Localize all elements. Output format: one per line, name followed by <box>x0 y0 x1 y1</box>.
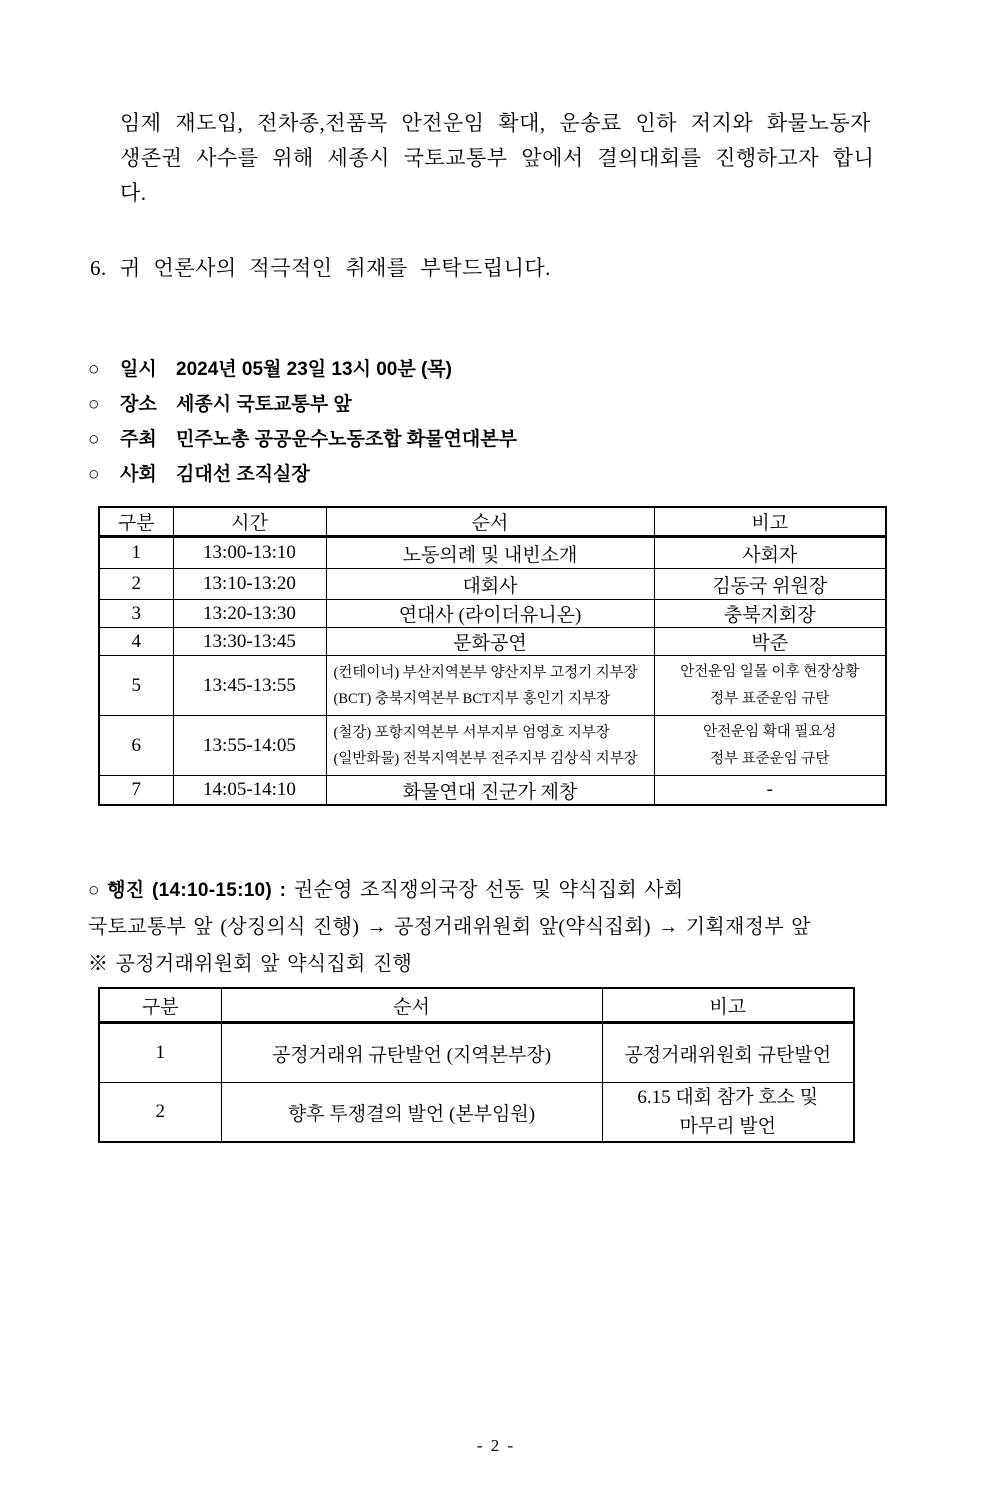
header-cell-note: 비고 <box>602 988 854 1023</box>
cell-no: 2 <box>99 1083 221 1143</box>
header-cell-category: 구분 <box>99 507 173 537</box>
cell-order: 연대사 (라이더유니온) <box>326 600 654 628</box>
cell-time: 13:10-13:20 <box>173 569 326 600</box>
cell-order <box>326 656 654 716</box>
cell-time: 13:00-13:10 <box>173 537 326 569</box>
table-row <box>99 776 886 806</box>
header-cell-order: 순서 <box>326 507 654 537</box>
circle-bullet-icon: ○ <box>88 359 100 380</box>
cell-order-line: (컨테이너) 부산지역본부 양산지부 고정기 지부장 <box>333 664 638 681</box>
program-table <box>98 506 887 806</box>
paragraph-line: 임제 재도입, 전차종,전품목 안전운임 확대, 운송료 인하 저지와 화물노동자 <box>120 111 871 135</box>
item-6-text: 귀 언론사의 적극적인 취재를 부탁드립니다. <box>120 256 551 280</box>
info-item-host <box>88 422 992 457</box>
cell-no: 5 <box>99 656 173 716</box>
info-value: 2024년 05월 23일 13시 00분 (목) <box>176 359 452 380</box>
cell-order: 문화공연 <box>326 628 654 656</box>
table-header-row <box>99 988 854 1023</box>
table-row <box>99 716 886 776</box>
cell-note: 공정거래위원회 규탄발언 <box>602 1023 854 1083</box>
march-title-bold: 행진 (14:10-15:10) <box>107 880 273 901</box>
cell-note-line: 안전운임 일몰 이후 현장상황 <box>680 663 860 680</box>
table-row <box>99 628 886 656</box>
cell-order-line: (철강) 포항지역본부 서부지부 엄영호 지부장 <box>333 724 610 741</box>
item-6-number: 6. <box>90 256 107 280</box>
cell-note: 사회자 <box>654 537 886 569</box>
header-cell-time: 시간 <box>173 507 326 537</box>
cell-note: 충북지회장 <box>654 600 886 628</box>
cell-order-line: (BCT) 충북지역본부 BCT지부 홍인기 지부장 <box>333 690 611 707</box>
march-note: ※ 공정거래위원회 앞 약식집회 진행 <box>88 953 413 975</box>
cell-time: 13:20-13:30 <box>173 600 326 628</box>
cell-note-line: 안전운임 확대 필요성 <box>703 723 837 740</box>
cell-note <box>602 1083 854 1143</box>
info-label: 주최 <box>120 429 157 450</box>
cell-note-line: 6.15 대회 참가 호소 및 <box>637 1087 819 1108</box>
march-title <box>88 872 992 909</box>
paragraph-line: 생존권 사수를 위해 세종시 국토교통부 앞에서 결의대회를 진행하고자 합니 <box>120 146 875 170</box>
cell-no: 4 <box>99 628 173 656</box>
march-section <box>88 872 992 983</box>
table-header-row <box>99 507 886 537</box>
table-row <box>99 1023 854 1083</box>
table-row <box>99 537 886 569</box>
info-value: 김대선 조직실장 <box>176 464 310 485</box>
info-label: 사회 <box>120 464 157 485</box>
cell-order: 노동의례 및 내빈소개 <box>326 537 654 569</box>
cell-note <box>654 656 886 716</box>
cell-order: 향후 투쟁결의 발언 (본부임원) <box>221 1083 602 1143</box>
table-row <box>99 600 886 628</box>
circle-bullet-icon: ○ <box>88 464 100 485</box>
item-6 <box>90 251 914 286</box>
march-title-separator: : <box>272 880 294 901</box>
cell-note: 박준 <box>654 628 886 656</box>
cell-no: 1 <box>99 1023 221 1083</box>
cell-time: 13:55-14:05 <box>173 716 326 776</box>
march-route: 국토교통부 앞 (상징의식 진행) → 공정거래위원회 앞(약식집회) → 기획재정부 앞 <box>88 916 811 938</box>
info-item-datetime <box>88 352 992 387</box>
cell-no: 2 <box>99 569 173 600</box>
paragraph-line: 다. <box>120 181 147 205</box>
cell-order <box>326 716 654 776</box>
cell-no: 6 <box>99 716 173 776</box>
info-item-place <box>88 387 992 422</box>
table-row <box>99 1083 854 1143</box>
cell-order: 공정거래위 규탄발언 (지역본부장) <box>221 1023 602 1083</box>
info-item-mc <box>88 457 992 492</box>
info-value: 민주노총 공공운수노동조합 화물연대본부 <box>176 429 517 450</box>
table-row <box>99 569 886 600</box>
table-row <box>99 656 886 716</box>
cell-no: 7 <box>99 776 173 806</box>
cell-note-line: 정부 표준운임 규탄 <box>710 750 830 767</box>
info-value: 세종시 국토교통부 앞 <box>176 394 352 415</box>
info-label: 일시 <box>120 359 157 380</box>
header-cell-note: 비고 <box>654 507 886 537</box>
cell-no: 3 <box>99 600 173 628</box>
circle-bullet-icon: ○ <box>88 880 100 901</box>
march-title-rest: 권순영 조직쟁의국장 선동 및 약식집회 사회 <box>293 879 684 901</box>
circle-bullet-icon: ○ <box>88 394 100 415</box>
cell-time: 13:45-13:55 <box>173 656 326 716</box>
cell-order-line: (일반화물) 전북지역본부 전주지부 김상식 지부장 <box>333 750 638 767</box>
cell-note-line: 마무리 발언 <box>679 1116 777 1137</box>
circle-bullet-icon: ○ <box>88 429 100 450</box>
intro-paragraph <box>120 106 914 211</box>
cell-order: 화물연대 진군가 제창 <box>326 776 654 806</box>
cell-order: 대회사 <box>326 569 654 600</box>
cell-time: 14:05-14:10 <box>173 776 326 806</box>
cell-note <box>654 716 886 776</box>
cell-time: 13:30-13:45 <box>173 628 326 656</box>
rally-table <box>98 987 855 1143</box>
cell-note: 김동국 위원장 <box>654 569 886 600</box>
cell-note: - <box>654 776 886 806</box>
info-label: 장소 <box>120 394 157 415</box>
cell-no: 1 <box>99 537 173 569</box>
cell-note-line: 정부 표준운임 규탄 <box>710 690 830 707</box>
page-number: - 2 - <box>476 1436 516 1455</box>
header-cell-category: 구분 <box>99 988 221 1023</box>
event-info-list <box>88 352 992 492</box>
header-cell-order: 순서 <box>221 988 602 1023</box>
